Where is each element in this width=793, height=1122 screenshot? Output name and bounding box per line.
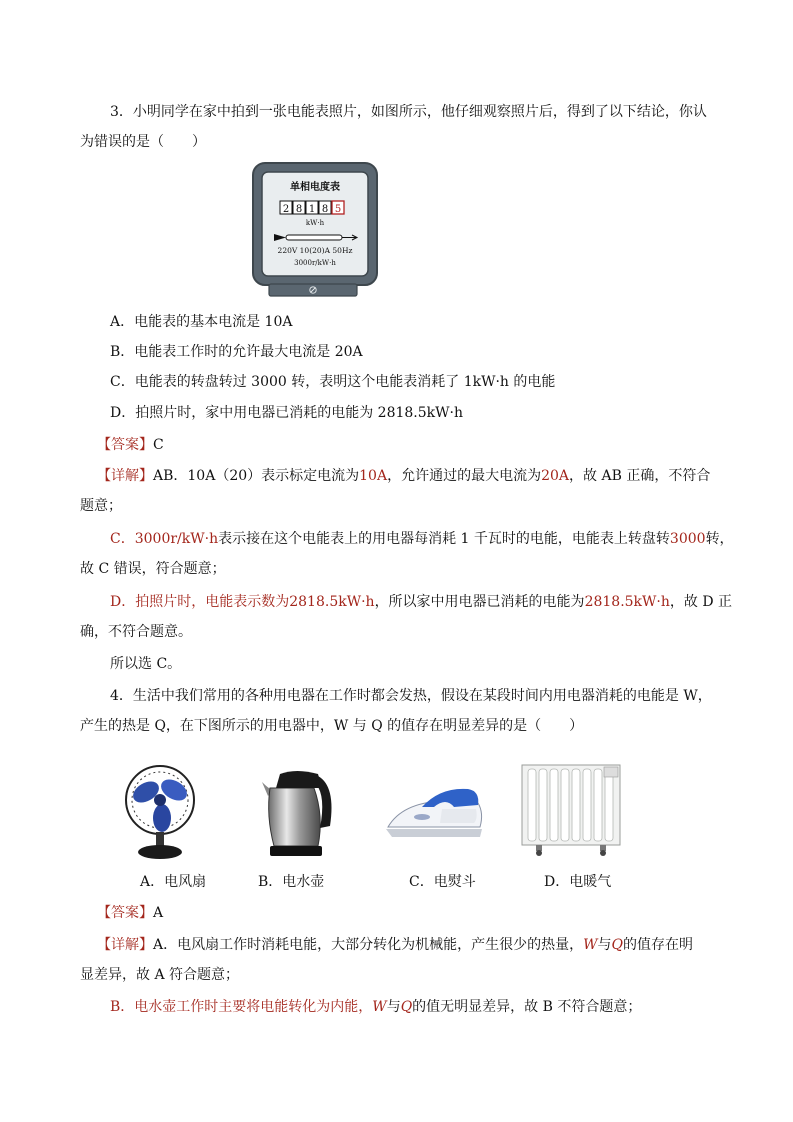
q3-option-b: B．电能表工作时的允许最大电流是 20A [110,344,363,360]
q4-stem-line2: 产生的热是 Q，在下图所示的用电器中，W 与 Q 的值存在明显差异的是（ ） [80,718,584,734]
q4-stem-line1: 4．生活中我们常用的各种用电器在工作时都会发热，假设在某段时间内用电器消耗的电能是 W， [110,688,712,704]
text: 的值存在明 [622,937,693,953]
q4-explain-line1 [97,935,693,955]
answer-value: A [153,905,164,921]
q3-explain-line2 [110,529,734,549]
meter-digit-4: 8 [321,204,329,215]
text: AB．10A（20）表示标定电流为 [153,468,360,484]
highlight: 10A [359,468,388,484]
text: 与 [597,937,612,953]
q3-option-c: C．电能表的转盘转过 3000 转，表明这个电能表消耗了 1kW·h 的电能 [110,374,556,390]
answer-label: 【答案】 [97,437,153,453]
text: ，所以家中用电器已消耗的电能为 [374,594,585,610]
text: 转， [705,531,734,547]
meter-rev: 3000r/kW·h [294,259,336,267]
explain-label: 【详解】 [97,468,153,484]
highlight: W [372,999,387,1015]
electric-heater-icon [520,763,622,857]
highlight: 2818.5kW·h [289,594,375,610]
q4-caption-c: C．电熨斗 [409,874,476,890]
q3-stem-line2: 为错误的是（ ） [80,134,206,150]
meter-base-plate [268,283,358,297]
meter-digit-3: 1 [308,204,316,215]
meter-digit-5: 5 [334,204,342,215]
q3-answer [97,435,164,455]
meter-title: 单相电度表 [290,182,340,193]
meter-spec: 220V 10(20)A 50Hz [277,246,353,255]
meter-unit: kW·h [305,219,325,227]
text: 表示接在这个电能表上的用电器每消耗 1 千瓦时的电能，电能表上转盘转 [218,531,670,547]
text: 的值无明显差异，故 B 不符合题意； [412,999,642,1015]
highlight: D．拍照片时，电能表示数为 [110,594,290,610]
q4-answer [97,903,163,923]
text: A．电风扇工作时消耗电能，大部分转化为机械能，产生很少的热量， [153,937,584,953]
meter-digit-1: 2 [282,204,290,215]
electric-iron-icon [382,783,488,845]
text: ，故 D 正 [669,594,733,610]
q3-option-a: A．电能表的基本电流是 10A [110,314,293,330]
electric-fan-icon [122,762,198,860]
highlight: Q [611,937,623,953]
text: 与 [386,999,401,1015]
text: ，故 AB 正确，不符合 [569,468,711,484]
electric-meter-figure [252,162,378,286]
highlight: 2818.5kW·h [584,594,670,610]
highlight: B．电水壶工作时主要将电能转化为内能， [110,999,373,1015]
text: ，允许通过的最大电流为 [387,468,542,484]
electric-kettle-icon [258,766,338,860]
highlight: 20A [541,468,570,484]
q3-explain-line3 [110,592,732,612]
q3-explain-line1 [97,466,710,486]
highlight: W [583,937,598,953]
q3-explain-line2b: 故 C 错误，符合题意； [80,561,226,577]
highlight: 3000r/kW·h [134,531,219,547]
q4-explain-line2 [110,997,641,1017]
meter-digit-2: 8 [295,204,303,215]
q4-caption-b: B．电水壶 [258,874,325,890]
answer-label: 【答案】 [97,905,153,921]
q3-explain-line3b: 确，不符合题意。 [80,624,192,640]
q3-stem-line1: 3．小明同学在家中拍到一张电能表照片，如图所示，他仔细观察照片后，得到了以下结论，你认 [110,104,707,120]
q4-caption-a: A．电风扇 [140,874,207,890]
q4-caption-d: D．电暖气 [544,874,612,890]
explain-label: 【详解】 [97,937,153,953]
answer-value: C [153,437,164,453]
highlight: 3000 [669,531,706,547]
q4-explain-line1b: 显差异，故 A 符合题意； [80,967,240,983]
q3-option-d: D．拍照片时，家中用电器已消耗的电能为 2818.5kW·h [110,405,463,421]
highlight: C． [110,531,135,547]
q3-explain-line1b: 题意； [80,498,122,514]
highlight: Q [400,999,413,1015]
q3-conclusion: 所以选 C。 [110,656,182,672]
